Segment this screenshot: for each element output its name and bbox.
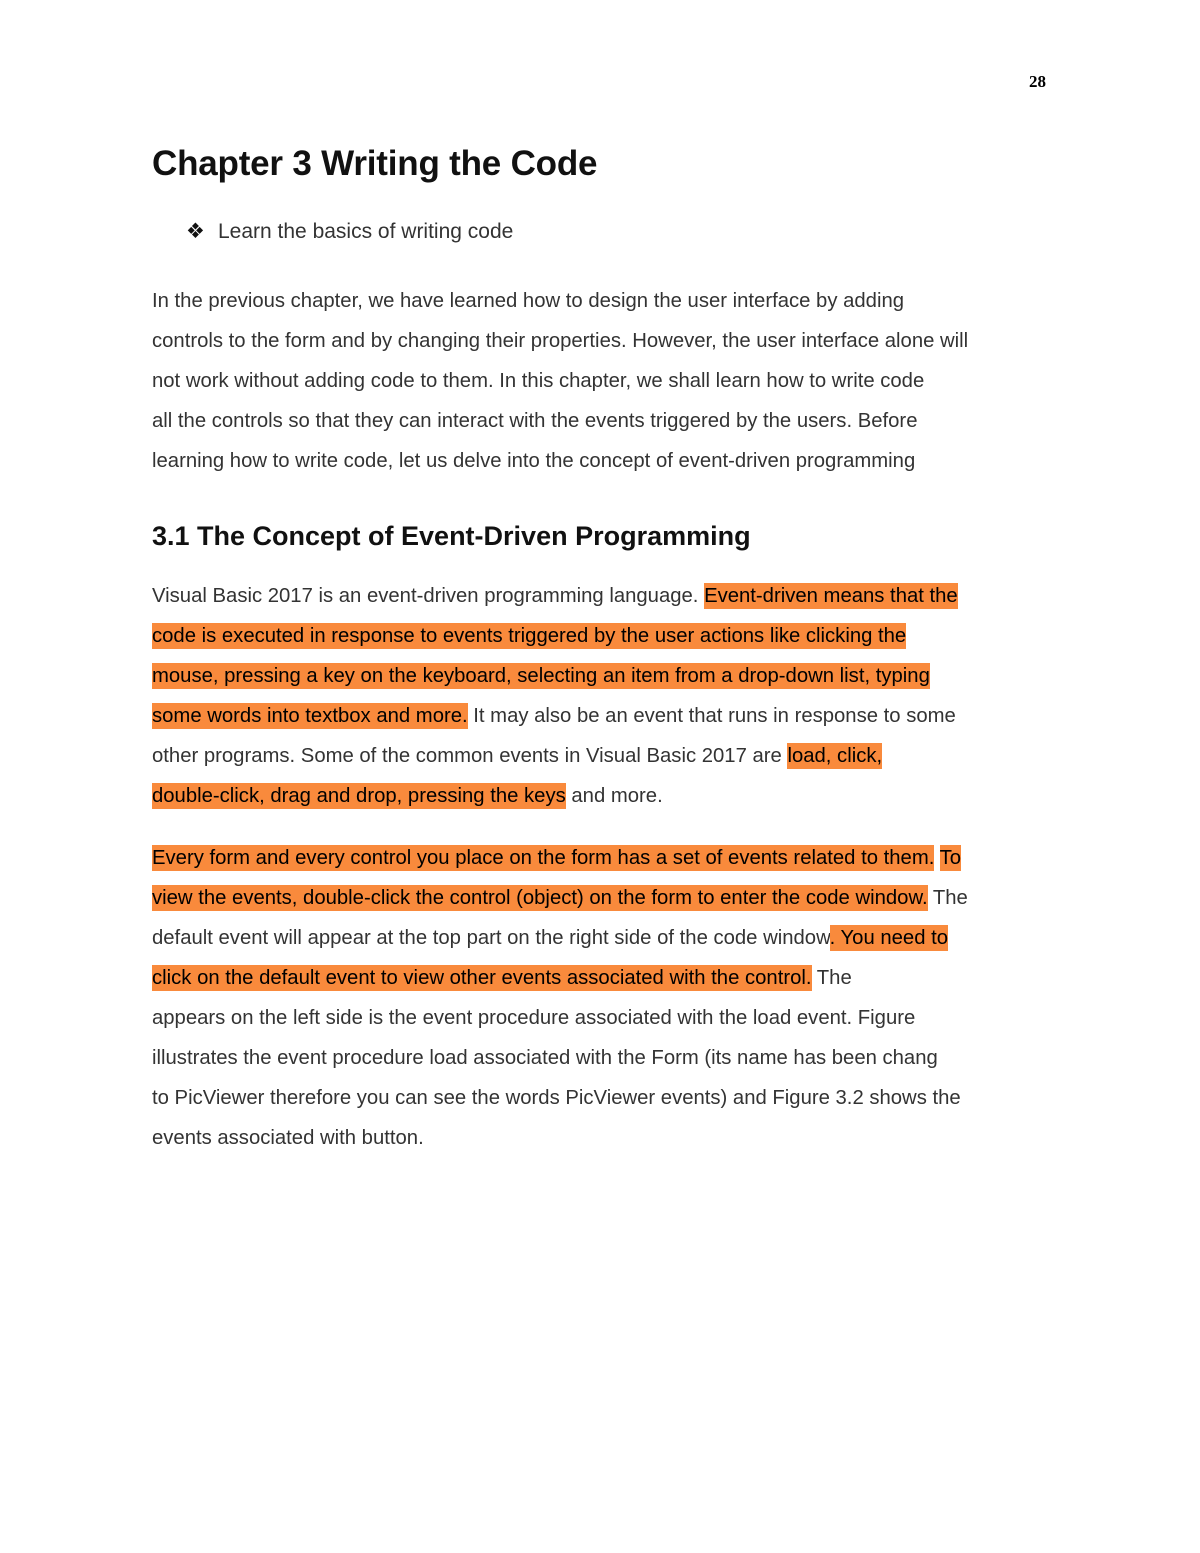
text-run: Visual Basic 2017 is an event-driven programming language.	[152, 585, 705, 607]
highlighted-text: load, click,	[787, 745, 883, 767]
intro-line: In the previous chapter, we have learned how to design the user interface by adding	[152, 290, 905, 312]
learning-objective	[186, 219, 513, 244]
highlighted-text: . You need to	[829, 927, 949, 949]
intro-line: all the controls so that they can interact with the events triggered by the users. Before	[152, 410, 918, 432]
intro-line: learning how to write code, let us delve into the concept of event-driven programming	[152, 450, 916, 472]
highlighted-text: click on the default event to view other events associated with the control.	[152, 967, 812, 989]
highlighted-text: view the events, double-click the control (object) on the form to enter the code window.	[152, 887, 928, 909]
text-run: The	[811, 967, 852, 989]
paragraph-line	[152, 576, 1052, 616]
diamond-bullet-icon: ❖	[186, 220, 205, 243]
text-run: and more.	[565, 785, 663, 807]
paragraph-line: illustrates the event procedure load associated with the Form (its name has been chang	[152, 1047, 938, 1069]
highlighted-text: double-click, drag and drop, pressing the keys	[152, 785, 566, 807]
paragraph-line	[152, 958, 1052, 998]
page-number: 28	[1029, 72, 1046, 91]
text-run: The	[927, 887, 968, 909]
highlighted-text: To	[939, 847, 962, 869]
section-paragraph	[152, 576, 1052, 816]
chapter-title: Chapter 3 Writing the Code	[152, 144, 598, 183]
paragraph-line	[152, 736, 1052, 776]
text-run	[934, 847, 939, 869]
paragraph-line	[152, 616, 1052, 656]
highlighted-text: Every form and every control you place on the form has a set of events related to them.	[152, 847, 935, 869]
events-paragraph	[152, 838, 1052, 1158]
paragraph-line: appears on the left side is the event procedure associated with the load event. Figure	[152, 1007, 916, 1029]
highlighted-text: code is executed in response to events triggered by the user actions like clicking the	[152, 625, 907, 647]
objective-text: Learn the basics of writing code	[218, 220, 514, 243]
text-run: default event will appear at the top part on the right side of the code window	[152, 927, 830, 949]
paragraph-line: to PicViewer therefore you can see the words PicViewer events) and Figure 3.2 shows the	[152, 1087, 961, 1109]
paragraph-line	[152, 776, 1052, 816]
intro-paragraph	[152, 281, 1052, 481]
highlighted-text: mouse, pressing a key on the keyboard, selecting an item from a drop-down list, typing	[152, 665, 930, 687]
text-run: It may also be an event that runs in response to some	[467, 705, 956, 727]
paragraph-line	[152, 696, 1052, 736]
intro-line: not work without adding code to them. In this chapter, we shall learn how to write code	[152, 370, 925, 392]
highlighted-text: Event-driven means that the	[704, 585, 958, 607]
paragraph-line	[152, 838, 1052, 878]
highlighted-text: some words into textbox and more.	[152, 705, 468, 727]
paragraph-line: events associated with button.	[152, 1127, 424, 1149]
paragraph-line	[152, 878, 1052, 918]
paragraph-line	[152, 656, 1052, 696]
intro-line: controls to the form and by changing their properties. However, the user interface alone will	[152, 330, 969, 352]
section-title: 3.1 The Concept of Event-Driven Programming	[152, 521, 751, 551]
paragraph-line	[152, 918, 1052, 958]
text-run: other programs. Some of the common events in Visual Basic 2017 are	[152, 745, 788, 767]
